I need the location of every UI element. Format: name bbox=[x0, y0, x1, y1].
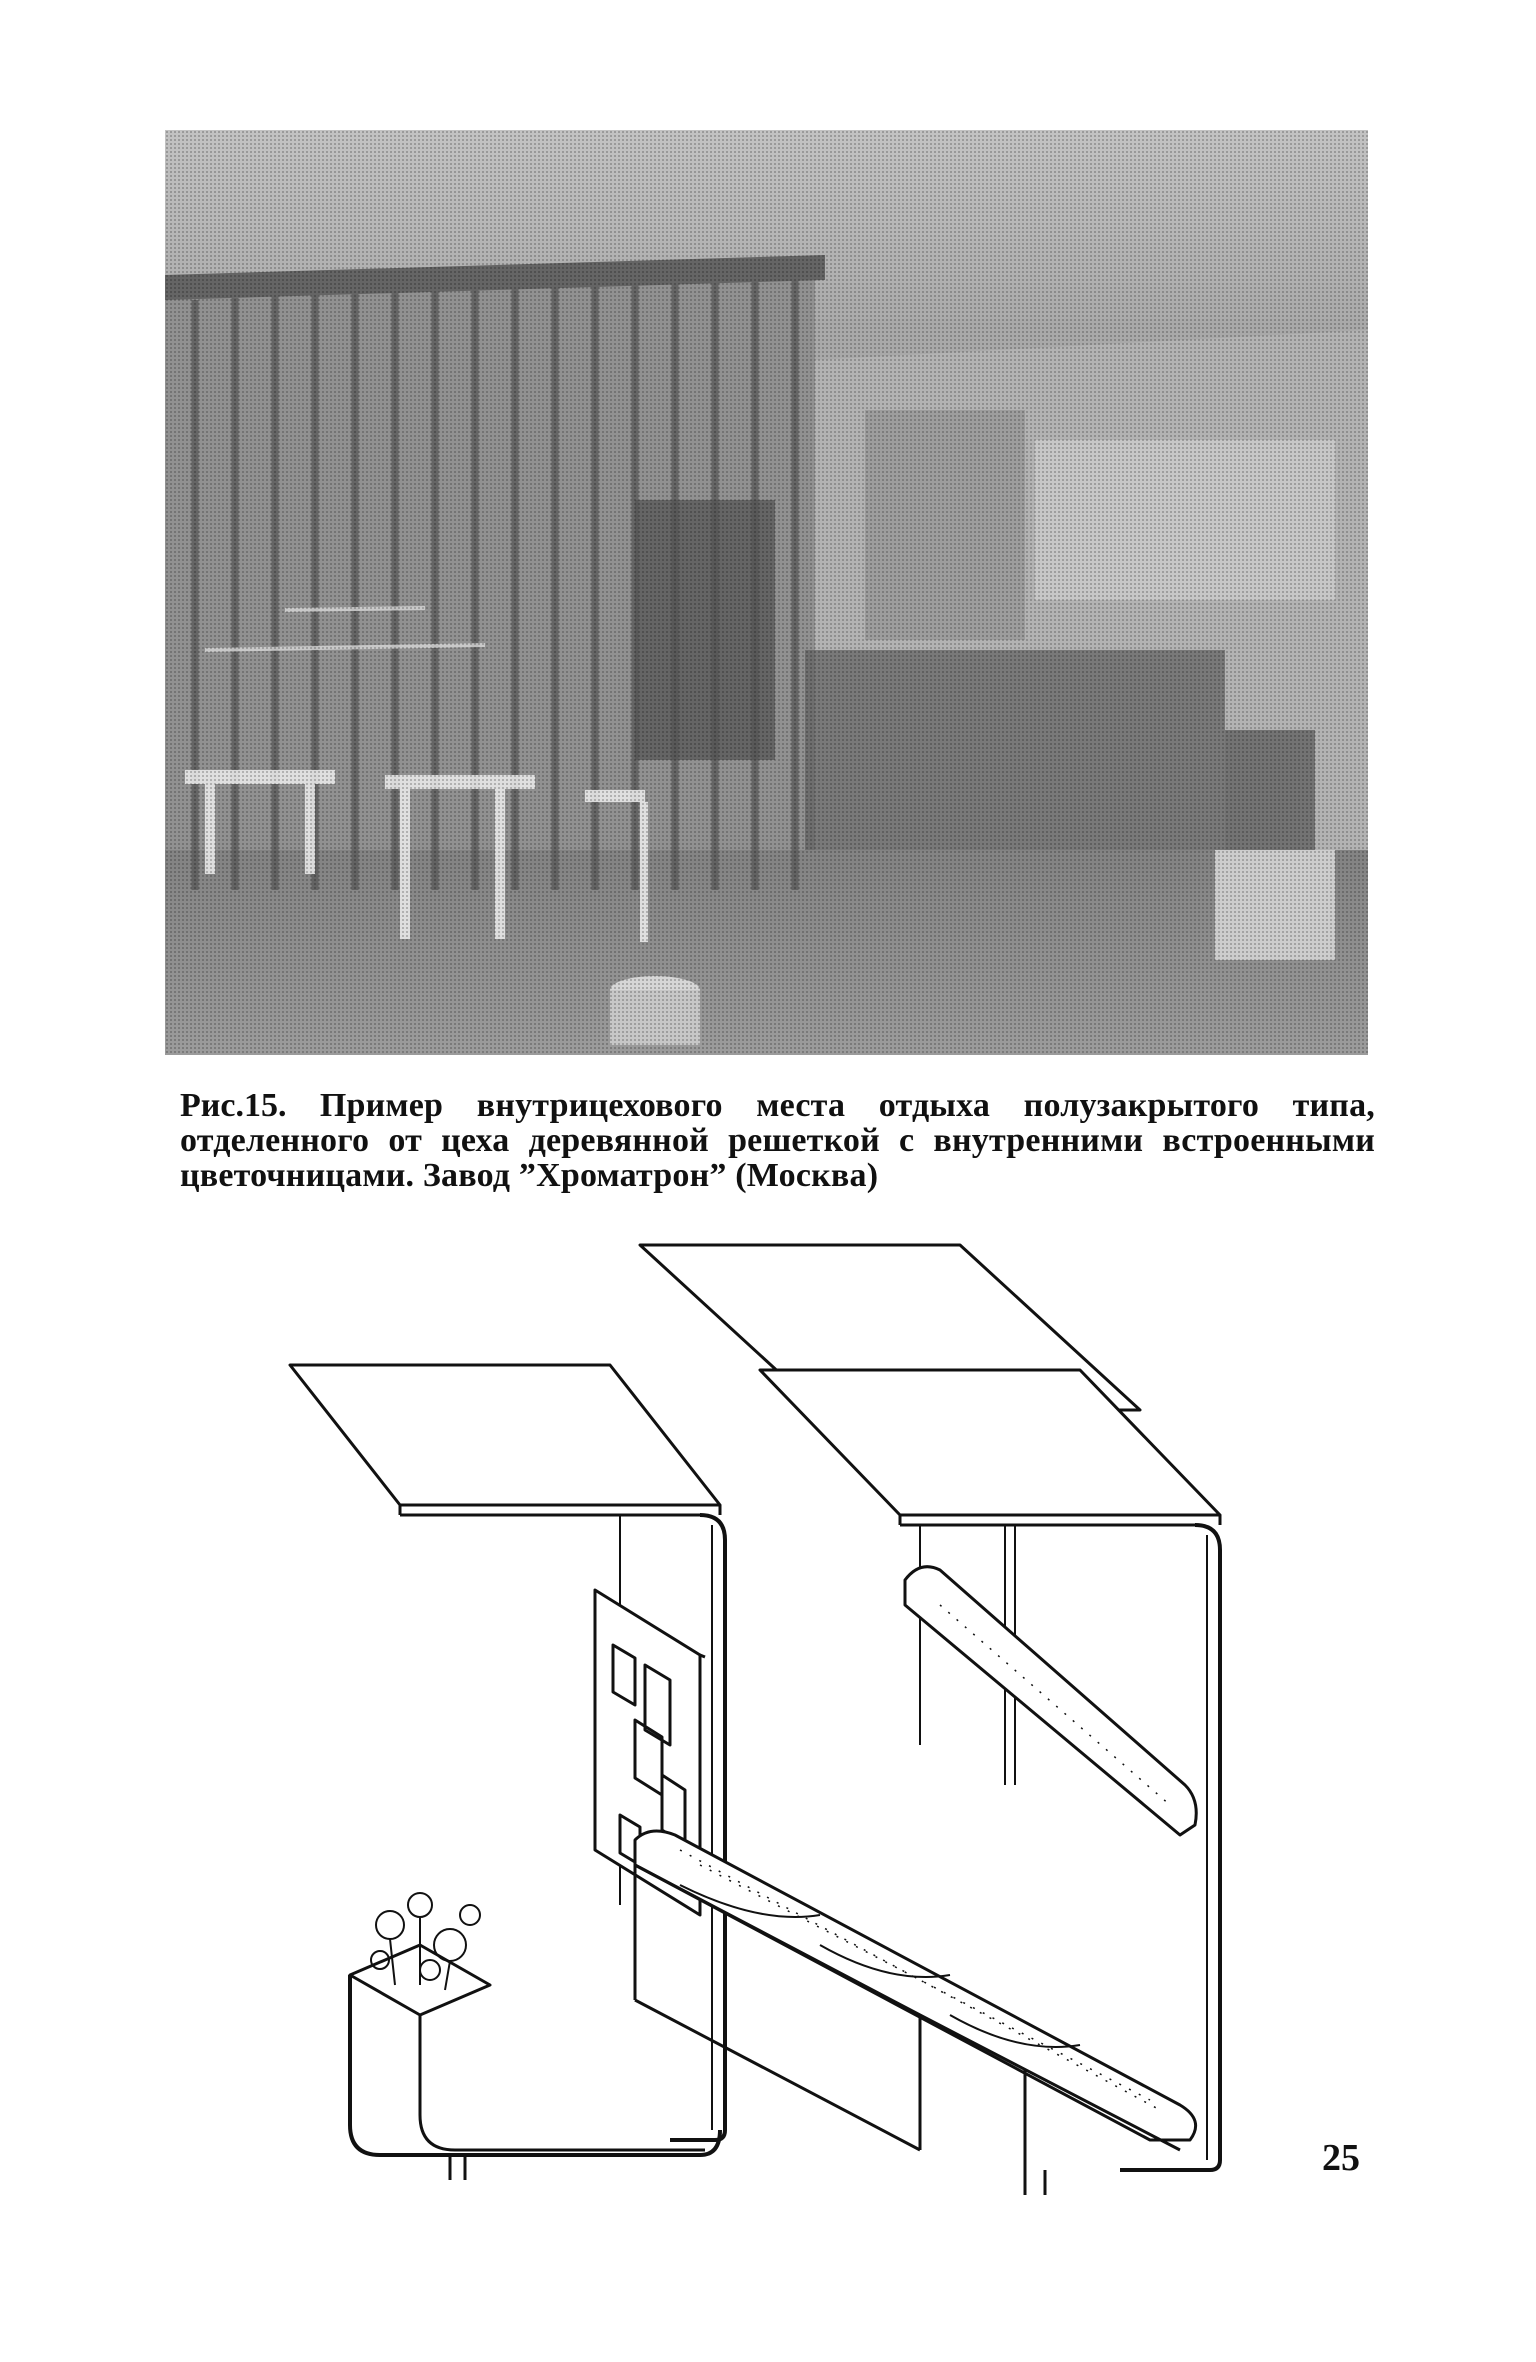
photo-image bbox=[165, 130, 1368, 1055]
page-number: 25 bbox=[1322, 2137, 1360, 2179]
figure-caption bbox=[180, 1088, 1375, 1193]
caption-text: Пример внутрицехового места отдыха полузакрытого типа, отделенного от цеха деревянной решеткой с внутренними встроенными цветочницами. Завод ”Хроматрон” (Москва) bbox=[180, 1087, 1376, 1194]
figure-drawing bbox=[280, 1225, 1250, 2195]
drawing-image bbox=[280, 1225, 1250, 2195]
figure-photo bbox=[165, 130, 1368, 1055]
figure-label: Рис.15. bbox=[180, 1087, 287, 1124]
